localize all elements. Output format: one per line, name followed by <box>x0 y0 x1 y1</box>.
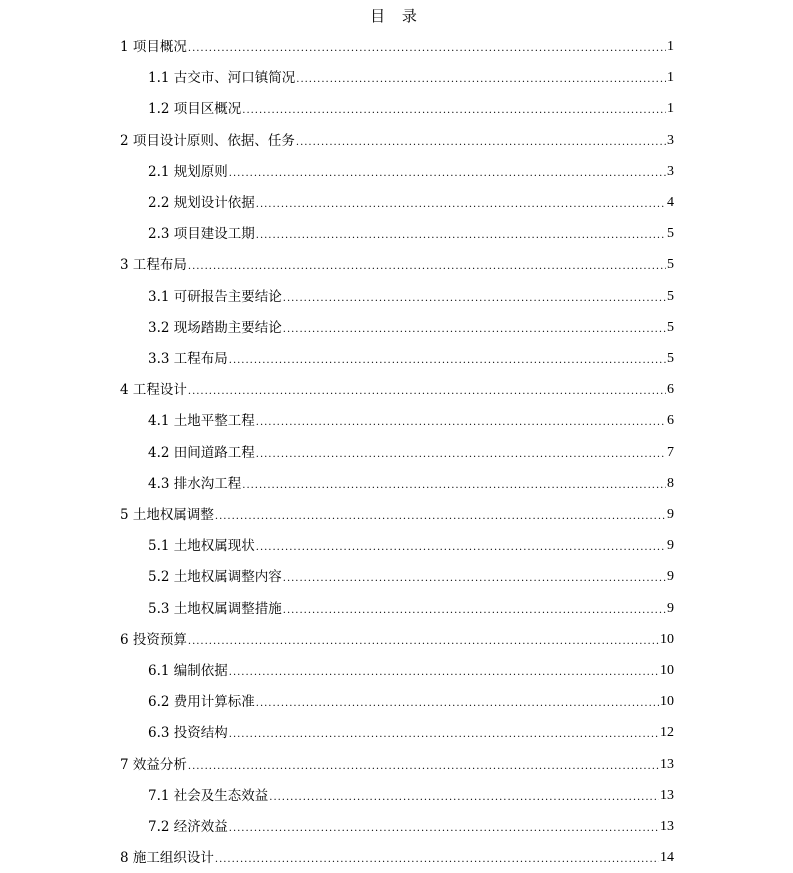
toc-entry-page-number: 4 <box>667 195 674 210</box>
toc-entry-text: 2.1 规划原则 <box>148 163 228 180</box>
toc-entry[interactable] <box>148 348 674 370</box>
toc-entry[interactable] <box>148 286 674 308</box>
toc-entry[interactable] <box>148 442 674 464</box>
toc-entry-text: 4.1 土地平整工程 <box>148 413 255 430</box>
toc-entry-text: 5 土地权属调整 <box>120 507 214 523</box>
toc-entry-page-number: 1 <box>667 101 674 117</box>
toc-dot-leader <box>188 38 666 60</box>
toc-entry-text: 3.2 现场踏勘主要结论 <box>148 319 282 336</box>
toc-entry-page-number: 14 <box>660 850 674 866</box>
toc-entry-text: 3 工程布局 <box>120 257 187 274</box>
toc-entry-page-number: 8 <box>667 475 674 491</box>
toc-entry[interactable] <box>148 67 674 89</box>
toc-entry-page-number: 5 <box>667 351 674 366</box>
toc-title: 目 录 <box>370 7 423 25</box>
toc-dot-leader <box>256 693 659 715</box>
toc-dot-leader <box>215 849 659 871</box>
toc-dot-leader <box>229 724 659 746</box>
toc-entry[interactable] <box>148 691 674 713</box>
toc-entry-text: 6.3 投资结构 <box>148 725 228 742</box>
toc-entry-page-number: 5 <box>667 288 674 304</box>
toc-entry[interactable] <box>120 254 674 276</box>
toc-dot-leader <box>283 600 666 622</box>
toc-dot-leader <box>283 568 666 590</box>
toc-entry-page-number: 10 <box>660 631 674 647</box>
toc-entry-page-number: 13 <box>660 787 674 803</box>
toc-entry[interactable] <box>148 192 674 214</box>
toc-entry-page-number: 10 <box>660 663 674 678</box>
toc-dot-leader <box>283 319 666 341</box>
toc-entry[interactable] <box>148 161 674 183</box>
toc-entry-page-number: 3 <box>667 132 674 148</box>
toc-entry-page-number: 9 <box>667 538 674 554</box>
toc-entry-text: 6.2 费用计算标准 <box>148 694 255 711</box>
toc-entry-page-number: 12 <box>660 725 674 741</box>
toc-entry-text: 3.3 工程布局 <box>148 351 228 367</box>
toc-dot-leader <box>256 537 666 559</box>
toc-entry-page-number: 6 <box>667 382 674 398</box>
toc-entry[interactable] <box>148 722 674 744</box>
toc-entry-text: 3.1 可研报告主要结论 <box>148 288 282 305</box>
toc-entry-text: 1.1 古交市、河口镇简况 <box>148 70 296 87</box>
toc-dot-leader <box>188 381 666 403</box>
toc-entry-text: 4.2 田间道路工程 <box>148 444 255 461</box>
toc-dot-leader <box>296 132 666 154</box>
toc-entry-page-number: 1 <box>667 70 674 86</box>
toc-dot-leader <box>188 256 666 278</box>
toc-entry[interactable] <box>148 816 674 838</box>
toc-entry-page-number: 6 <box>667 413 674 429</box>
toc-entry-text: 7 效益分析 <box>120 756 187 773</box>
toc-entry[interactable] <box>148 473 674 495</box>
toc-entry[interactable] <box>120 629 674 651</box>
toc-entry[interactable] <box>120 504 674 526</box>
toc-dot-leader <box>229 350 666 372</box>
toc-entry[interactable] <box>148 98 674 120</box>
toc-dot-leader <box>283 288 666 310</box>
toc-entry-page-number: 5 <box>667 226 674 242</box>
toc-entry-page-number: 7 <box>667 444 674 460</box>
toc-dot-leader <box>269 787 659 809</box>
toc-dot-leader <box>256 444 666 466</box>
toc-entry[interactable] <box>148 566 674 588</box>
toc-dot-leader <box>256 225 666 247</box>
toc-entry-text: 1 项目概况 <box>120 39 187 55</box>
toc-entry-text: 7.2 经济效益 <box>148 819 228 835</box>
toc-dot-leader <box>229 163 666 185</box>
toc-entry-text: 2.2 规划设计依据 <box>148 195 255 211</box>
toc-entry-text: 4.3 排水沟工程 <box>148 475 242 492</box>
toc-dot-leader <box>256 412 666 434</box>
toc-entry[interactable] <box>148 785 674 807</box>
toc-entry[interactable] <box>120 754 674 776</box>
toc-entry[interactable] <box>120 379 674 401</box>
toc-dot-leader <box>296 69 666 91</box>
toc-entry-page-number: 5 <box>667 319 674 335</box>
toc-entry-page-number: 1 <box>667 39 674 54</box>
toc-entry-text: 5.3 土地权属调整措施 <box>148 600 282 617</box>
toc-entry[interactable] <box>120 36 674 58</box>
toc-dot-leader <box>256 194 666 216</box>
toc-entry-text: 6.1 编制依据 <box>148 663 228 679</box>
toc-dot-leader <box>188 756 659 778</box>
toc-entry-page-number: 10 <box>660 694 674 710</box>
toc-dot-leader <box>215 506 666 528</box>
toc-entry[interactable] <box>148 598 674 620</box>
toc-entry-text: 2 项目设计原则、依据、任务 <box>120 132 295 149</box>
toc-entry[interactable] <box>148 535 674 557</box>
toc-entry-text: 8 施工组织设计 <box>120 850 214 867</box>
toc-entry-text: 7.1 社会及生态效益 <box>148 787 269 804</box>
toc-entry-page-number: 9 <box>667 600 674 616</box>
toc-entry-page-number: 9 <box>667 507 674 522</box>
toc-entry-text: 1.2 项目区概况 <box>148 101 242 118</box>
toc-entry-page-number: 13 <box>660 819 674 834</box>
toc-entry-page-number: 5 <box>667 257 674 273</box>
toc-entry-text: 5.1 土地权属现状 <box>148 538 255 555</box>
toc-entry[interactable] <box>120 847 674 869</box>
toc-entry-text: 4 工程设计 <box>120 382 187 399</box>
toc-entry-page-number: 9 <box>667 569 674 585</box>
toc-dot-leader <box>242 100 666 122</box>
toc-entry[interactable] <box>148 660 674 682</box>
toc-dot-leader <box>229 662 659 684</box>
toc-entry[interactable] <box>148 223 674 245</box>
toc-entry-page-number: 3 <box>667 163 674 179</box>
toc-entry[interactable] <box>148 410 674 432</box>
toc-entry-text: 2.3 项目建设工期 <box>148 226 255 243</box>
toc-entry-page-number: 13 <box>660 756 674 772</box>
toc-entry-text: 6 投资预算 <box>120 631 187 648</box>
toc-entry-text: 5.2 土地权属调整内容 <box>148 569 282 586</box>
toc-dot-leader <box>188 631 659 653</box>
toc-dot-leader <box>229 818 659 840</box>
toc-dot-leader <box>242 475 666 497</box>
toc-entry[interactable] <box>120 130 674 152</box>
toc-entry[interactable] <box>148 317 674 339</box>
